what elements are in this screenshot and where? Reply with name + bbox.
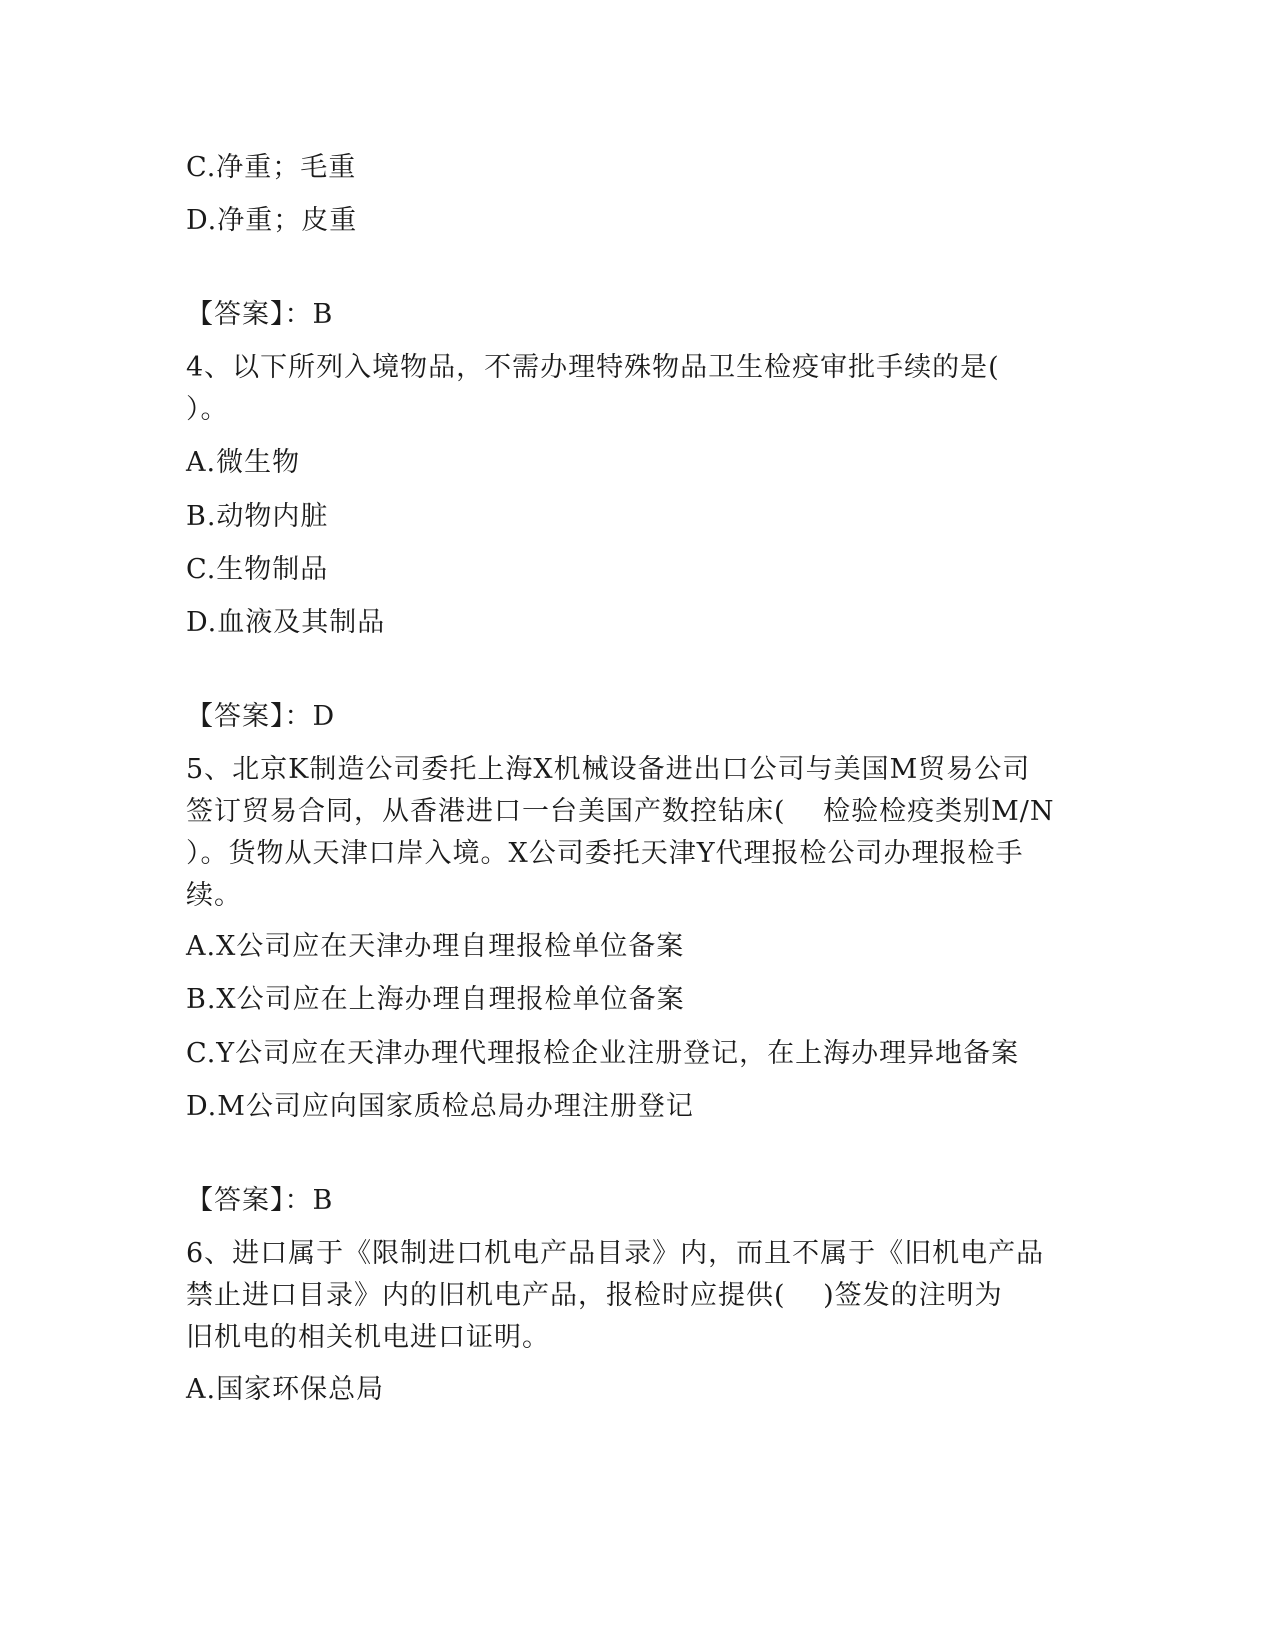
option-d-q3: D.净重；皮重 <box>186 205 358 236</box>
document-page <box>186 0 1086 1650</box>
option-c-q5: C.Y公司应在天津办理代理报检企业注册登记，在上海办理异地备案 <box>186 1038 1020 1069</box>
option-a-q6: A.国家环保总局 <box>186 1374 385 1405</box>
question-5-line-1: 5、北京K制造公司委托上海X机械设备进出口公司与美国M贸易公司 <box>186 754 1031 785</box>
question-6-line-1: 6、进口属于《限制进口机电产品目录》内，而且不属于《旧机电产品 <box>186 1238 1045 1269</box>
question-5-line-2: 签订贸易合同，从香港进口一台美国产数控钻床( 检验检疫类别M/N <box>186 796 1055 827</box>
question-6-line-3: 旧机电的相关机电进口证明。 <box>186 1322 550 1353</box>
answer-q4: 【答案】：D <box>186 701 336 732</box>
question-6-line-2: 禁止进口目录》内的旧机电产品，报检时应提供( )签发的注明为 <box>186 1280 1003 1311</box>
question-5-line-3: ）。货物从天津口岸入境。X公司委托天津Y代理报检公司办理报检手 <box>186 838 1024 869</box>
option-c-q3: C.净重；毛重 <box>186 152 357 183</box>
question-4-line-1: 4、以下所列入境物品，不需办理特殊物品卫生检疫审批手续的是( <box>186 352 1000 383</box>
option-b-q4: B.动物内脏 <box>186 501 329 532</box>
option-c-q4: C.生物制品 <box>186 554 329 585</box>
option-d-q5: D.M公司应向国家质检总局办理注册登记 <box>186 1091 694 1122</box>
option-a-q5: A.X公司应在天津办理自理报检单位备案 <box>186 931 685 962</box>
option-d-q4: D.血液及其制品 <box>186 607 386 638</box>
question-5-line-4: 续。 <box>186 880 242 911</box>
option-a-q4: A.微生物 <box>186 447 301 478</box>
question-4-line-2: ）。 <box>186 394 229 425</box>
option-b-q5: B.X公司应在上海办理自理报检单位备案 <box>186 984 685 1015</box>
answer-q5: 【答案】：B <box>186 1185 334 1216</box>
answer-q3: 【答案】：B <box>186 299 334 330</box>
